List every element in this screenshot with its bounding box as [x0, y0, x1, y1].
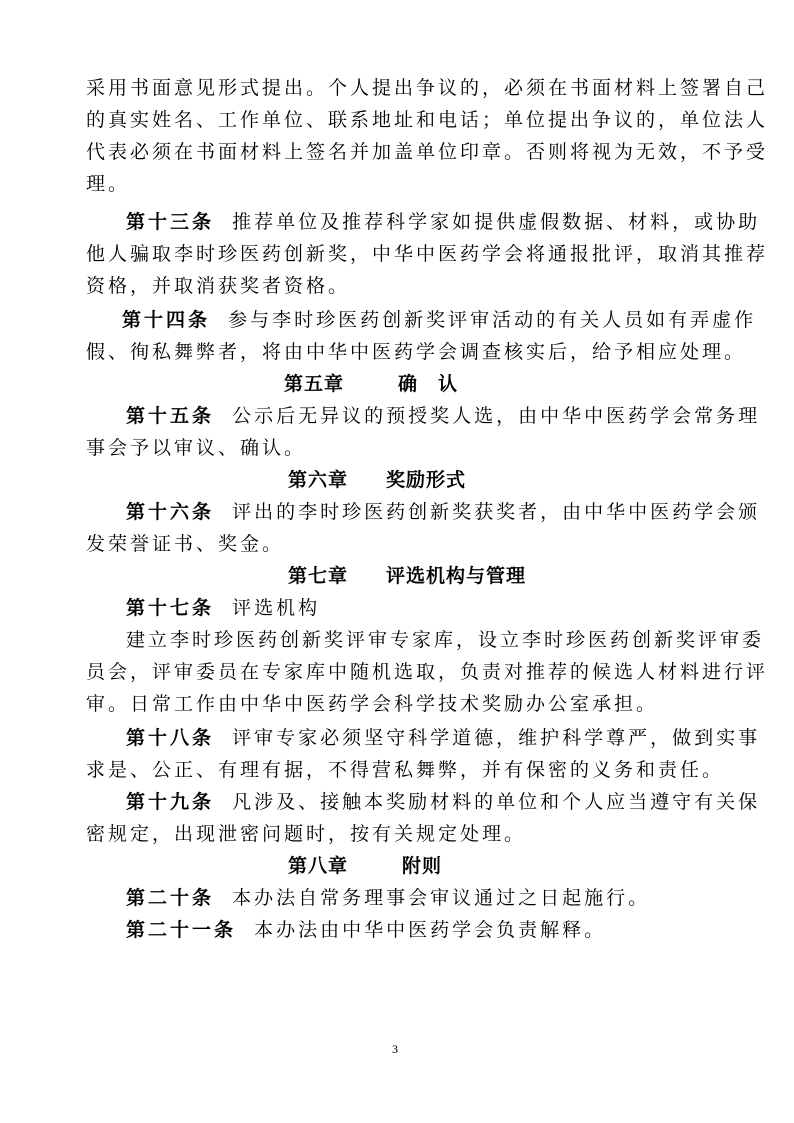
chapter-number: 第七章 — [288, 565, 349, 587]
chapter-number: 第六章 — [288, 469, 349, 491]
article-13 — [126, 210, 760, 234]
text-line: 审。日常工作由中华中医药学会科学技术奖励办公室承担。 — [86, 693, 659, 715]
article-label: 第十五条 — [126, 405, 215, 427]
article-label: 第十七条 — [126, 597, 215, 619]
page-number: 3 — [392, 1042, 398, 1056]
article-text: 本办法自常务理事会审议通过之日起施行。 — [232, 887, 651, 909]
text-line: 的真实姓名、工作单位、联系地址和电话；单位提出争议的，单位法人 — [86, 109, 769, 131]
article-text: 推荐单位及推荐科学家如提供虚假数据、材料，或协助 — [232, 211, 761, 233]
text-line: 代表必须在书面材料上签名并加盖单位印章。否则将视为无效，不予受 — [86, 141, 769, 163]
text-line: 假、徇私舞弊者，将由中华中医药学会调查核实后，给予相应处理。 — [86, 341, 747, 363]
chapter-number: 第五章 — [284, 373, 345, 395]
article-21 — [126, 918, 606, 942]
article-text: 评选机构 — [232, 597, 321, 619]
article-text: 评出的李时珍医药创新奖获奖者，由中华中医药学会颁 — [232, 501, 761, 523]
article-label: 第十三条 — [126, 211, 215, 233]
article-15 — [126, 404, 760, 428]
text-line: 建立李时珍医药创新奖评审专家库，设立李时珍医药创新奖评审委 — [126, 629, 765, 651]
text-line: 他人骗取李时珍医药创新奖，中华中医药学会将通报批评，取消其推荐 — [86, 243, 769, 265]
text-line: 理。 — [86, 173, 131, 195]
text-line: 密规定，出现泄密问题时，按有关规定处理。 — [86, 823, 527, 845]
article-text: 本办法由中华中医药学会负责解释。 — [254, 919, 607, 941]
chapter-title: 附则 — [402, 855, 443, 877]
text-line: 事会予以审议、确认。 — [86, 437, 307, 459]
article-text: 参与李时珍医药创新奖评审活动的有关人员如有弄虚作 — [228, 309, 757, 331]
chapter-number: 第八章 — [288, 855, 349, 877]
article-19 — [126, 790, 760, 814]
article-label: 第十八条 — [126, 727, 215, 749]
article-text: 评审专家必须坚守科学道德，维护科学尊严，做到实事 — [232, 727, 761, 749]
text-line: 员会，评审委员在专家库中随机选取，负责对推荐的候选人材料进行评 — [86, 661, 769, 683]
text-line: 求是、公正、有理有据，不得营私舞弊，并有保密的义务和责任。 — [86, 759, 725, 781]
article-text: 凡涉及、接触本奖励材料的单位和个人应当遵守有关保 — [232, 791, 761, 813]
article-17 — [126, 596, 320, 620]
article-label: 第十六条 — [126, 501, 215, 523]
article-14 — [122, 308, 756, 332]
article-text: 公示后无异议的预授奖人选，由中华中医药学会常务理 — [232, 405, 761, 427]
article-label: 第二十条 — [126, 887, 215, 909]
chapter-6-heading — [288, 468, 466, 492]
text-line: 资格，并取消获奖者资格。 — [86, 275, 351, 297]
article-label: 第十四条 — [122, 309, 211, 331]
article-label: 第十九条 — [126, 791, 215, 813]
text-line: 发荣誉证书、奖金。 — [86, 533, 285, 555]
chapter-7-heading — [288, 564, 526, 588]
article-20 — [126, 886, 650, 910]
text-line: 采用书面意见形式提出。个人提出争议的，必须在书面材料上签署自己 — [86, 77, 769, 99]
article-label: 第二十一条 — [126, 919, 237, 941]
chapter-5-heading — [284, 372, 458, 396]
chapter-8-heading — [288, 854, 442, 878]
chapter-title: 奖励形式 — [386, 469, 467, 491]
chapter-title: 评选机构与管理 — [386, 565, 527, 587]
chapter-title: 确 认 — [398, 373, 459, 395]
article-18 — [126, 726, 760, 750]
article-16 — [126, 500, 760, 524]
